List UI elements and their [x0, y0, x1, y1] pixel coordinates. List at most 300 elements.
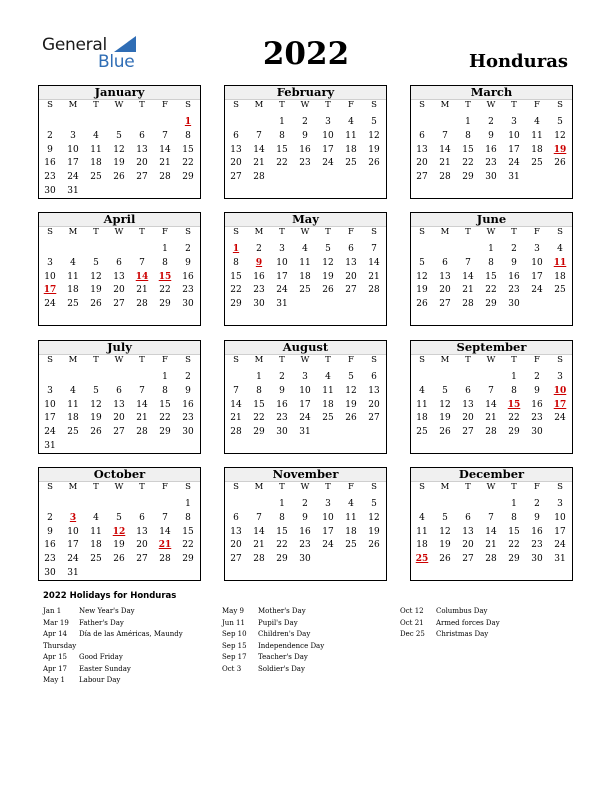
day-cell: 8 [162, 257, 168, 268]
day-cell: 18 [90, 158, 102, 169]
day-cell: 2 [279, 372, 285, 382]
day-cell: 3 [47, 385, 53, 396]
day-cell: 2 [47, 130, 53, 141]
day-cell: 6 [139, 130, 145, 141]
weekday-header: T [93, 227, 99, 237]
day-cell: 12 [322, 257, 334, 268]
day-cell: 8 [511, 512, 517, 523]
day-cell: 18 [345, 144, 357, 155]
weekday-header: S [419, 227, 425, 237]
day-cell: 24 [67, 554, 79, 565]
day-cell: 2 [302, 117, 308, 127]
holiday-day-cell: 1 [232, 244, 240, 254]
day-cell: 11 [90, 144, 102, 155]
day-cell: 10 [276, 257, 288, 268]
day-cell: 14 [485, 526, 497, 537]
holiday-day-cell: 17 [553, 399, 567, 410]
month-title: April [39, 213, 200, 227]
day-cell: 22 [276, 158, 288, 169]
day-cell: 15 [485, 271, 497, 282]
holiday-name: Pupil's Day [258, 618, 298, 627]
day-cell: 14 [253, 526, 265, 537]
day-cell: 15 [230, 271, 242, 282]
day-cell: 3 [302, 372, 308, 382]
day-cell: 6 [465, 512, 471, 523]
day-cell: 4 [302, 244, 308, 254]
day-cell: 13 [113, 399, 125, 410]
weekday-header: T [325, 227, 331, 237]
day-cell: 27 [230, 554, 242, 565]
month-title: November [225, 468, 386, 482]
day-cell: 23 [276, 413, 288, 424]
day-cell: 10 [508, 130, 520, 141]
weekday-header: F [534, 355, 540, 365]
day-cell: 11 [416, 399, 428, 410]
day-cell: 13 [416, 144, 428, 155]
day-cell: 14 [136, 399, 148, 410]
day-cell: 13 [368, 385, 380, 396]
day-cell: 27 [113, 299, 125, 310]
day-cell: 5 [557, 117, 563, 127]
day-cell: 5 [93, 385, 99, 396]
day-cell: 20 [113, 413, 125, 424]
holiday-date: Mar 19 [43, 618, 69, 627]
weekday-header: T [93, 100, 99, 110]
day-cell: 16 [531, 526, 543, 537]
holiday-date: Jun 11 [222, 618, 245, 627]
day-cell: 28 [368, 285, 380, 296]
day-cell: 19 [439, 540, 451, 551]
day-cell: 23 [182, 413, 194, 424]
day-cell: 10 [554, 512, 566, 523]
day-cell: 17 [299, 399, 311, 410]
day-cell: 20 [439, 285, 451, 296]
day-cell: 7 [488, 512, 494, 523]
day-cell: 3 [279, 244, 285, 254]
day-cell: 4 [93, 512, 99, 523]
day-cell: 14 [462, 271, 474, 282]
day-cell: 27 [136, 172, 148, 183]
day-cell: 25 [554, 285, 566, 296]
day-cell: 15 [462, 144, 474, 155]
day-cell: 25 [322, 413, 334, 424]
day-cell: 30 [531, 427, 543, 438]
day-cell: 23 [182, 285, 194, 296]
day-cell: 6 [348, 244, 354, 254]
day-cell: 15 [253, 399, 265, 410]
weekday-header: T [93, 355, 99, 365]
weekday-header: M [440, 100, 450, 110]
weekday-header: S [371, 227, 377, 237]
weekday-header: F [534, 482, 540, 492]
weekday-header: M [254, 482, 264, 492]
day-cell: 30 [276, 427, 288, 438]
day-cell: 11 [299, 257, 311, 268]
day-cell: 24 [508, 158, 520, 169]
day-cell: 7 [488, 385, 494, 396]
month-title: February [225, 86, 386, 100]
holiday-day-cell: 15 [158, 271, 172, 282]
day-cell: 11 [345, 512, 357, 523]
weekday-header: W [486, 227, 496, 237]
day-cell: 16 [253, 271, 265, 282]
day-cell: 10 [67, 526, 79, 537]
weekday-header: T [511, 100, 517, 110]
day-cell: 23 [485, 158, 497, 169]
day-cell: 7 [162, 512, 168, 523]
day-cell: 31 [276, 299, 288, 310]
day-cell: 13 [136, 144, 148, 155]
weekday-header: W [114, 100, 124, 110]
day-cell: 26 [439, 554, 451, 565]
weekday-header: S [557, 227, 563, 237]
day-cell: 31 [554, 554, 566, 565]
day-cell: 11 [416, 526, 428, 537]
day-cell: 29 [508, 554, 520, 565]
day-cell: 10 [44, 271, 56, 282]
holiday-day-cell: 3 [69, 512, 77, 523]
day-cell: 3 [325, 499, 331, 509]
day-cell: 22 [276, 540, 288, 551]
day-cell: 5 [419, 257, 425, 268]
day-cell: 16 [44, 158, 56, 169]
day-cell: 13 [345, 257, 357, 268]
day-cell: 26 [439, 427, 451, 438]
day-cell: 23 [44, 554, 56, 565]
day-cell: 3 [534, 244, 540, 254]
day-cell: 2 [534, 499, 540, 509]
month-september [410, 340, 573, 454]
day-cell: 11 [67, 399, 79, 410]
day-cell: 22 [253, 413, 265, 424]
day-cell: 4 [70, 385, 76, 396]
day-cell: 24 [554, 540, 566, 551]
day-cell: 2 [488, 117, 494, 127]
weekday-header: F [348, 227, 354, 237]
day-cell: 19 [113, 158, 125, 169]
day-cell: 1 [162, 372, 168, 382]
day-cell: 31 [508, 172, 520, 183]
day-cell: 15 [159, 399, 171, 410]
day-cell: 31 [44, 441, 56, 451]
month-title: October [39, 468, 200, 482]
weekday-header: W [300, 227, 310, 237]
holiday-date: May 9 [222, 607, 244, 615]
day-cell: 13 [136, 526, 148, 537]
month-august [224, 340, 387, 454]
day-cell: 7 [256, 512, 262, 523]
weekday-header: S [185, 355, 191, 365]
weekday-header: S [47, 227, 53, 237]
weekday-header: F [534, 100, 540, 110]
day-cell: 21 [253, 540, 265, 551]
day-cell: 29 [182, 554, 194, 565]
day-cell: 25 [345, 540, 357, 551]
day-cell: 28 [136, 427, 148, 438]
day-cell: 24 [299, 413, 311, 424]
day-cell: 24 [322, 540, 334, 551]
day-cell: 3 [70, 130, 76, 141]
day-cell: 5 [93, 257, 99, 268]
holiday-name: Thursday [43, 641, 77, 650]
day-cell: 6 [465, 385, 471, 396]
day-cell: 1 [511, 499, 517, 509]
day-cell: 7 [371, 244, 377, 254]
day-cell: 24 [44, 427, 56, 438]
day-cell: 1 [256, 372, 262, 382]
day-cell: 5 [325, 244, 331, 254]
holiday-day-cell: 9 [255, 257, 263, 268]
day-cell: 20 [462, 540, 474, 551]
day-cell: 10 [322, 512, 334, 523]
day-cell: 27 [230, 172, 242, 183]
day-cell: 24 [554, 413, 566, 424]
month-january [38, 85, 201, 199]
month-may [224, 212, 387, 326]
day-cell: 5 [371, 499, 377, 509]
day-cell: 25 [345, 158, 357, 169]
calendar-year-title: 2022 [262, 36, 350, 72]
holiday-name: Christmas Day [436, 630, 489, 638]
month-title: July [39, 341, 200, 355]
weekday-header: W [300, 482, 310, 492]
day-cell: 17 [554, 526, 566, 537]
weekday-header: M [68, 227, 78, 237]
day-cell: 2 [534, 372, 540, 382]
weekday-header: F [162, 100, 168, 110]
holidays-list-title: 2022 Holidays for Honduras [43, 591, 177, 601]
day-cell: 19 [368, 144, 380, 155]
weekday-header: S [419, 355, 425, 365]
day-cell: 4 [348, 499, 354, 509]
day-cell: 6 [116, 385, 122, 396]
month-title: September [411, 341, 572, 355]
day-cell: 19 [322, 271, 334, 282]
day-cell: 9 [534, 512, 540, 523]
day-cell: 3 [325, 117, 331, 127]
weekday-header: S [233, 482, 239, 492]
day-cell: 14 [230, 399, 242, 410]
day-cell: 21 [159, 158, 171, 169]
weekday-header: F [348, 482, 354, 492]
weekday-header: T [325, 355, 331, 365]
day-cell: 31 [67, 186, 79, 196]
holiday-day-cell: 12 [112, 526, 126, 537]
day-cell: 26 [368, 540, 380, 551]
day-cell: 21 [230, 413, 242, 424]
day-cell: 6 [233, 512, 239, 523]
day-cell: 20 [230, 540, 242, 551]
day-cell: 2 [185, 244, 191, 254]
holiday-day-cell: 15 [507, 399, 521, 410]
day-cell: 28 [159, 554, 171, 565]
day-cell: 2 [185, 372, 191, 382]
holiday-date: Sep 17 [222, 653, 247, 661]
day-cell: 18 [554, 271, 566, 282]
weekday-header: S [557, 100, 563, 110]
day-cell: 19 [368, 526, 380, 537]
day-cell: 9 [302, 512, 308, 523]
day-cell: 10 [44, 399, 56, 410]
day-cell: 28 [485, 427, 497, 438]
day-cell: 21 [368, 271, 380, 282]
day-cell: 29 [462, 172, 474, 183]
day-cell: 28 [136, 299, 148, 310]
day-cell: 11 [322, 385, 334, 396]
day-cell: 22 [485, 285, 497, 296]
day-cell: 6 [116, 257, 122, 268]
day-cell: 19 [90, 413, 102, 424]
day-cell: 7 [139, 385, 145, 396]
day-cell: 30 [485, 172, 497, 183]
day-cell: 15 [508, 526, 520, 537]
day-cell: 4 [419, 512, 425, 523]
day-cell: 14 [485, 399, 497, 410]
weekday-header: F [162, 482, 168, 492]
day-cell: 29 [159, 299, 171, 310]
holiday-name: Mother's Day [258, 607, 306, 615]
day-cell: 12 [90, 399, 102, 410]
day-cell: 28 [230, 427, 242, 438]
day-cell: 28 [439, 172, 451, 183]
day-cell: 9 [534, 385, 540, 396]
day-cell: 10 [67, 144, 79, 155]
weekday-header: T [465, 482, 471, 492]
day-cell: 20 [136, 540, 148, 551]
day-cell: 28 [159, 172, 171, 183]
day-cell: 20 [230, 158, 242, 169]
day-cell: 29 [182, 172, 194, 183]
weekday-header: F [534, 227, 540, 237]
day-cell: 22 [230, 285, 242, 296]
weekday-header: S [233, 100, 239, 110]
weekday-header: T [325, 482, 331, 492]
day-cell: 2 [511, 244, 517, 254]
day-cell: 11 [67, 271, 79, 282]
day-cell: 25 [299, 285, 311, 296]
weekday-header: T [511, 227, 517, 237]
day-cell: 13 [439, 271, 451, 282]
month-title: June [411, 213, 572, 227]
day-cell: 31 [67, 568, 79, 578]
day-cell: 6 [419, 130, 425, 141]
day-cell: 12 [90, 271, 102, 282]
holiday-name: New Year's Day [79, 607, 135, 615]
day-cell: 29 [508, 427, 520, 438]
day-cell: 23 [299, 540, 311, 551]
day-cell: 3 [47, 257, 53, 268]
weekday-header: M [440, 227, 450, 237]
day-cell: 26 [345, 413, 357, 424]
day-cell: 3 [557, 372, 563, 382]
holiday-name: Día de las Américas, Maundy [79, 630, 183, 638]
holiday-day-cell: 25 [415, 554, 429, 565]
weekday-header: T [139, 355, 145, 365]
day-cell: 17 [322, 526, 334, 537]
day-cell: 26 [90, 299, 102, 310]
day-cell: 19 [345, 399, 357, 410]
weekday-header: T [139, 227, 145, 237]
day-cell: 4 [93, 130, 99, 141]
holiday-name: Soldier's Day [258, 664, 305, 673]
day-cell: 8 [185, 512, 191, 523]
day-cell: 31 [299, 427, 311, 438]
day-cell: 29 [230, 299, 242, 310]
day-cell: 25 [90, 172, 102, 183]
day-cell: 11 [90, 526, 102, 537]
weekday-header: W [300, 100, 310, 110]
day-cell: 8 [162, 385, 168, 396]
day-cell: 17 [531, 271, 543, 282]
weekday-header: S [371, 482, 377, 492]
day-cell: 5 [442, 385, 448, 396]
day-cell: 4 [348, 117, 354, 127]
day-cell: 30 [182, 427, 194, 438]
day-cell: 6 [139, 512, 145, 523]
day-cell: 12 [439, 526, 451, 537]
day-cell: 22 [182, 158, 194, 169]
day-cell: 8 [465, 130, 471, 141]
day-cell: 22 [159, 285, 171, 296]
weekday-header: T [511, 355, 517, 365]
month-title: December [411, 468, 572, 482]
day-cell: 17 [508, 144, 520, 155]
day-cell: 5 [371, 117, 377, 127]
month-june [410, 212, 573, 326]
day-cell: 10 [531, 257, 543, 268]
day-cell: 4 [557, 244, 563, 254]
day-cell: 19 [439, 413, 451, 424]
holiday-day-cell: 11 [553, 257, 567, 268]
day-cell: 14 [439, 144, 451, 155]
day-cell: 24 [322, 158, 334, 169]
day-cell: 9 [47, 144, 53, 155]
day-cell: 18 [90, 540, 102, 551]
weekday-header: T [325, 100, 331, 110]
day-cell: 18 [531, 144, 543, 155]
day-cell: 17 [67, 158, 79, 169]
day-cell: 19 [90, 285, 102, 296]
day-cell: 1 [185, 499, 191, 509]
holiday-name: Easter Sunday [79, 664, 131, 673]
day-cell: 3 [557, 499, 563, 509]
weekday-header: M [68, 355, 78, 365]
weekday-header: M [68, 482, 78, 492]
weekday-header: W [114, 227, 124, 237]
day-cell: 18 [416, 413, 428, 424]
day-cell: 24 [276, 285, 288, 296]
day-cell: 27 [462, 427, 474, 438]
day-cell: 8 [185, 130, 191, 141]
day-cell: 30 [508, 299, 520, 310]
day-cell: 18 [299, 271, 311, 282]
day-cell: 28 [253, 172, 265, 183]
day-cell: 10 [299, 385, 311, 396]
day-cell: 29 [485, 299, 497, 310]
day-cell: 18 [345, 526, 357, 537]
day-cell: 12 [439, 399, 451, 410]
logo-text-general: General [42, 35, 107, 55]
day-cell: 4 [325, 372, 331, 382]
holiday-name: Labour Day [79, 676, 121, 684]
day-cell: 20 [345, 271, 357, 282]
day-cell: 2 [302, 499, 308, 509]
day-cell: 12 [368, 130, 380, 141]
holiday-date: May 1 [43, 676, 65, 684]
day-cell: 25 [416, 427, 428, 438]
month-february [224, 85, 387, 199]
day-cell: 8 [279, 130, 285, 141]
